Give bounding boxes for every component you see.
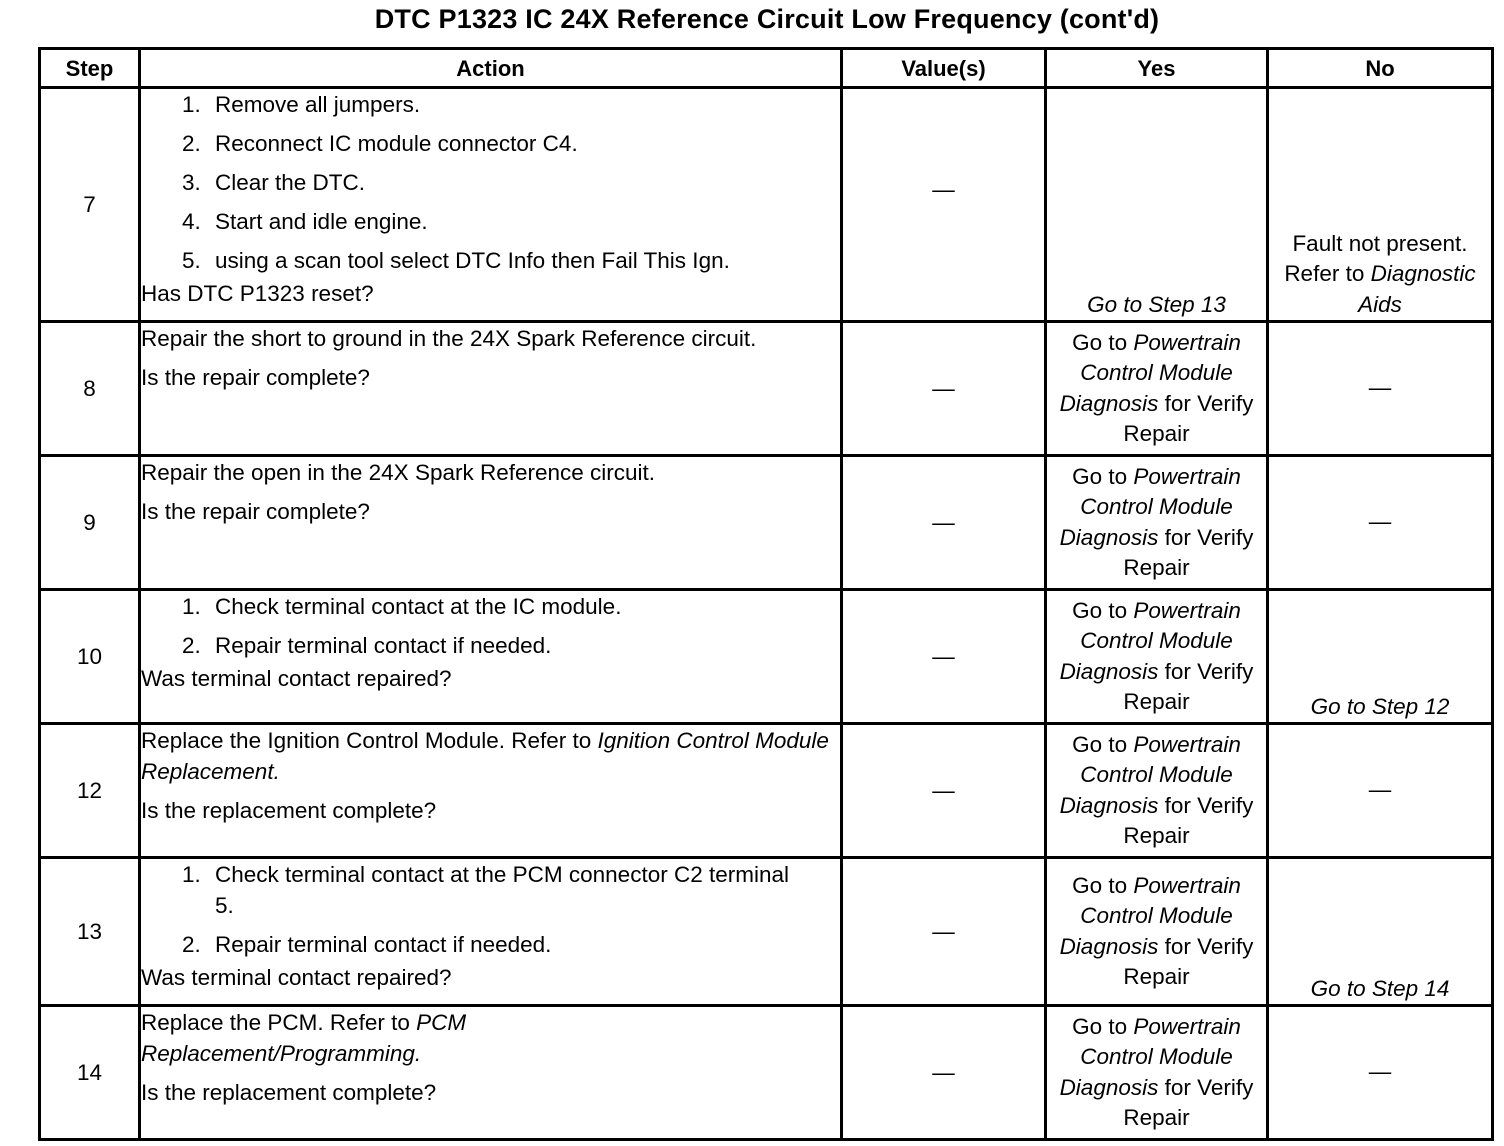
action-text-plain: Replace the PCM. Refer to — [141, 1010, 410, 1035]
yes-pre: Go to — [1072, 329, 1128, 355]
yes-reference: Powertrain Control Module Diagnosis — [1059, 329, 1241, 416]
header-values: Value(s) — [842, 49, 1046, 88]
action-steps-list — [141, 859, 840, 960]
action-step: 1. Remove all jumpers. — [207, 89, 840, 120]
action-reference: Ignition Control Module Replacement. — [141, 728, 829, 784]
action-cell — [140, 590, 842, 724]
value-cell: — — [842, 322, 1046, 456]
yes-cell — [1046, 456, 1268, 590]
value-cell: — — [842, 456, 1046, 590]
no-link: Go to Step 12 — [1310, 693, 1450, 719]
diagnostic-table — [38, 47, 1494, 1141]
value-cell: — — [842, 858, 1046, 1006]
no-cell — [1268, 88, 1493, 322]
action-step: 2. Repair terminal contact if needed. — [207, 929, 790, 960]
yes-post: for Verify Repair — [1123, 658, 1254, 714]
action-text: Repair the open in the 24X Spark Reference circuit. — [141, 460, 656, 485]
table-row — [40, 590, 1493, 724]
no-cell — [1268, 590, 1493, 724]
header-step: Step — [40, 49, 140, 88]
yes-link: Go to Step 13 — [1087, 291, 1226, 317]
no-cell: — — [1268, 456, 1493, 590]
header-yes: Yes — [1046, 49, 1268, 88]
action-question: Was terminal contact repaired? — [141, 965, 452, 990]
action-cell — [140, 724, 842, 858]
action-question: Is the repair complete? — [141, 499, 370, 524]
yes-pre: Go to — [1072, 1013, 1128, 1039]
yes-post: for Verify Repair — [1123, 390, 1254, 446]
action-step: 1. Check terminal contact at the PCM connector C2 terminal 5. — [207, 859, 790, 921]
yes-reference: Powertrain Control Module Diagnosis — [1059, 1013, 1241, 1100]
no-cell: — — [1268, 724, 1493, 858]
yes-post: for Verify Repair — [1123, 524, 1254, 580]
no-cell: — — [1268, 1006, 1493, 1140]
yes-reference: Powertrain Control Module Diagnosis — [1059, 872, 1241, 959]
action-steps-list — [141, 591, 840, 661]
yes-post: for Verify Repair — [1123, 933, 1254, 989]
step-number: 14 — [40, 1006, 140, 1140]
table-row — [40, 88, 1493, 322]
header-no: No — [1268, 49, 1493, 88]
yes-pre: Go to — [1072, 731, 1128, 757]
step-number: 13 — [40, 858, 140, 1006]
step-number: 10 — [40, 590, 140, 724]
table-row — [40, 858, 1493, 1006]
action-step: 3. Clear the DTC. — [207, 167, 840, 198]
action-question: Is the replacement complete? — [141, 1080, 437, 1105]
action-steps-list — [141, 89, 840, 276]
action-text — [141, 1007, 840, 1069]
value-cell: — — [842, 590, 1046, 724]
action-question: Is the replacement complete? — [141, 798, 437, 823]
yes-cell — [1046, 858, 1268, 1006]
page-title: DTC P1323 IC 24X Reference Circuit Low Frequency (cont'd) — [374, 4, 1160, 34]
yes-pre: Go to — [1072, 872, 1128, 898]
action-question: Is the repair complete? — [141, 365, 370, 390]
action-cell — [140, 858, 842, 1006]
value-cell: — — [842, 88, 1046, 322]
yes-cell — [1046, 88, 1268, 322]
action-step: 4. Start and idle engine. — [207, 206, 840, 237]
action-text-plain: Replace the Ignition Control Module. Refer to — [141, 728, 592, 753]
yes-post: for Verify Repair — [1123, 1074, 1254, 1130]
no-reference: Diagnostic Aids — [1358, 261, 1476, 317]
step-number: 12 — [40, 724, 140, 858]
action-text — [141, 725, 840, 787]
action-question: Was terminal contact repaired? — [141, 666, 452, 691]
action-question: Has DTC P1323 reset? — [141, 281, 374, 306]
table-row — [40, 322, 1493, 456]
step-number: 8 — [40, 322, 140, 456]
table-row — [40, 724, 1493, 858]
header-action: Action — [140, 49, 842, 88]
no-cell: — — [1268, 322, 1493, 456]
yes-reference: Powertrain Control Module Diagnosis — [1059, 597, 1241, 684]
yes-cell — [1046, 322, 1268, 456]
yes-cell — [1046, 1006, 1268, 1140]
no-text: Fault not present. Refer to — [1284, 230, 1468, 286]
action-step: 5. using a scan tool select DTC Info then Fail This Ign. — [207, 245, 840, 276]
no-cell — [1268, 858, 1493, 1006]
yes-reference: Powertrain Control Module Diagnosis — [1059, 463, 1241, 550]
table-row — [40, 456, 1493, 590]
yes-pre: Go to — [1072, 463, 1128, 489]
yes-reference: Powertrain Control Module Diagnosis — [1059, 731, 1241, 818]
value-cell: — — [842, 724, 1046, 858]
step-number: 9 — [40, 456, 140, 590]
action-cell — [140, 322, 842, 456]
action-step: 2. Reconnect IC module connector C4. — [207, 128, 840, 159]
action-cell — [140, 1006, 842, 1140]
value-cell: — — [842, 1006, 1046, 1140]
yes-cell — [1046, 590, 1268, 724]
action-text: Repair the short to ground in the 24X Spark Reference circuit. — [141, 326, 757, 351]
table-row — [40, 1006, 1493, 1140]
action-step: 1. Check terminal contact at the IC module. — [207, 591, 840, 622]
action-cell — [140, 456, 842, 590]
action-reference: PCM Replacement/Programming. — [141, 1010, 467, 1066]
yes-cell — [1046, 724, 1268, 858]
yes-post: for Verify Repair — [1123, 792, 1254, 848]
no-link: Go to Step 14 — [1310, 975, 1450, 1001]
yes-pre: Go to — [1072, 597, 1128, 623]
step-number: 7 — [40, 88, 140, 322]
table-header-row — [40, 49, 1493, 88]
action-cell — [140, 88, 842, 322]
action-step: 2. Repair terminal contact if needed. — [207, 630, 840, 661]
